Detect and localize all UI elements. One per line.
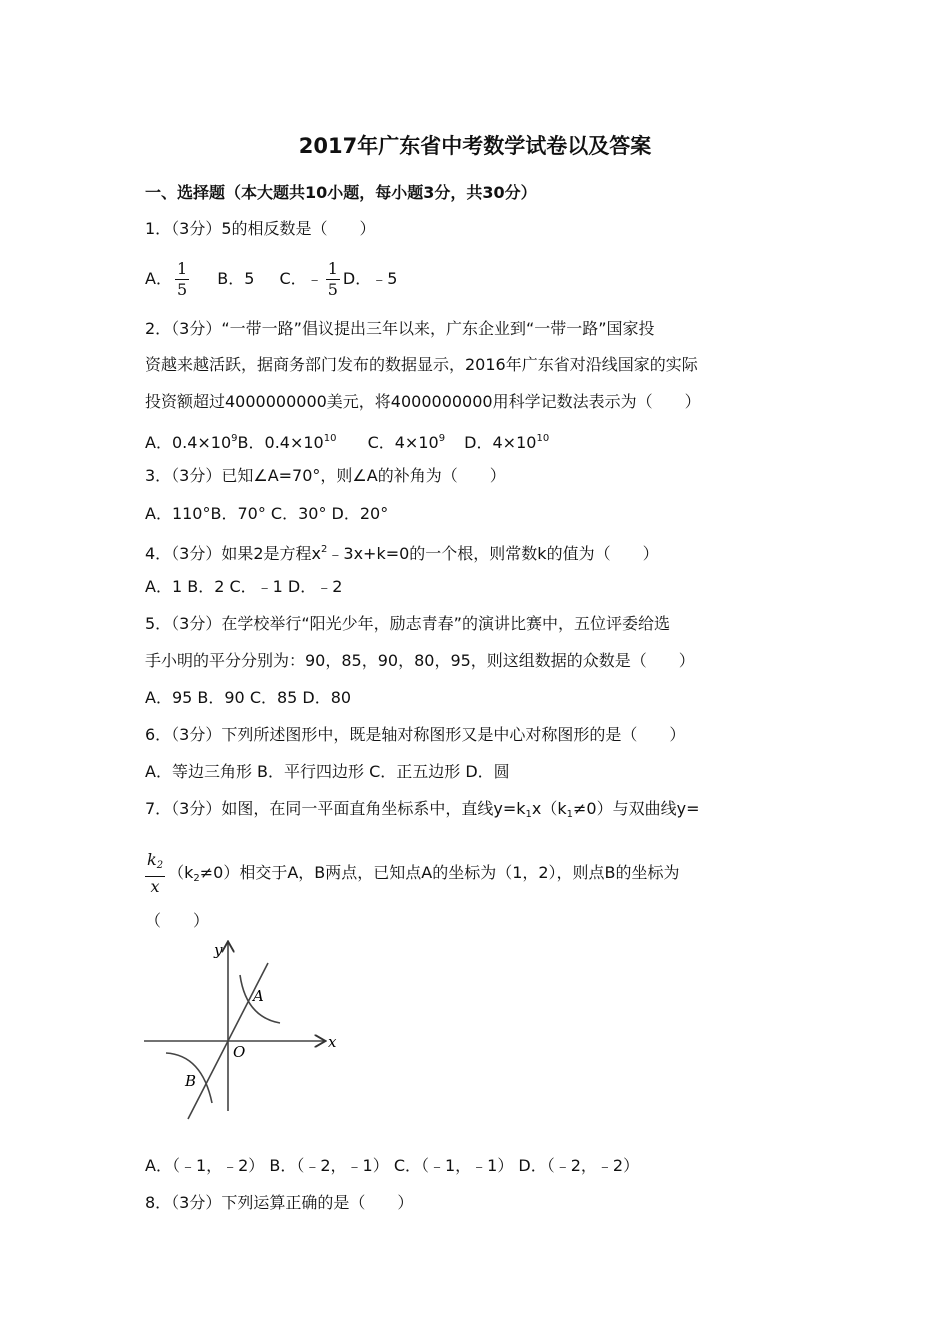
- question-2-line-1: 2．（3分）“一带一路”倡议提出三年以来，广东企业到“一带一路”国家投: [145, 319, 655, 338]
- question-7-line-1: [145, 799, 699, 825]
- question-2-line-2: 资越来越活跃，据商务部门发布的数据显示，2016年广东省对沿线国家的实际: [145, 355, 698, 374]
- question-4-options: A．1 B．2 C．﹣1 D．﹣2: [145, 577, 343, 596]
- page-title: 2017年广东省中考数学试卷以及答案: [298, 134, 652, 158]
- q2-option-a: A．0.4×10: [145, 433, 232, 452]
- question-2-options: [145, 429, 549, 453]
- q7-line2-end: ≠0）相交于A，B两点，已知点A的坐标为（1，2），则点B的坐标为: [199, 863, 680, 882]
- q1-option-a-label: A．: [145, 269, 172, 288]
- q7-line1-end: ≠0）与双曲线y=: [573, 799, 700, 818]
- q7-subscript-2: 1: [566, 809, 574, 820]
- q1-option-b: B．5: [217, 269, 255, 288]
- q2-option-d: D．4×10: [464, 433, 537, 452]
- label-a: A: [253, 987, 264, 1005]
- q7-fraction-denominator: x: [150, 877, 160, 896]
- q1-option-c-label: C．﹣: [279, 269, 323, 288]
- q2-option-c: C．4×10: [367, 433, 439, 452]
- question-5-options: A．95 B．90 C．85 D．80: [145, 688, 352, 707]
- q4-stem-exponent: 2: [321, 544, 328, 555]
- q7-line2-start: （k: [168, 863, 194, 882]
- q7-line1-start: 7．（3分）如图，在同一平面直角坐标系中，直线y=k: [145, 799, 526, 818]
- q2-option-d-exponent: 10: [536, 433, 550, 444]
- q1-option-c-fraction: [326, 259, 340, 300]
- question-3-stem: 3．（3分）已知∠A=70°，则∠A的补角为（ ）: [145, 466, 506, 485]
- question-5-line-2: 手小明的平分分别为：90，85，90，80，95，则这组数据的众数是（ ）: [145, 651, 695, 670]
- label-o: O: [233, 1043, 246, 1061]
- label-y: y: [214, 941, 223, 959]
- q7-fraction-numerator: $k_2$: [145, 850, 165, 877]
- q1-c-numerator: 1: [327, 259, 338, 278]
- question-7-line-2: [145, 850, 680, 900]
- coordinate-graph: [140, 935, 350, 1125]
- q4-stem-start: 4．（3分）如果2是方程x: [145, 544, 322, 563]
- question-5-line-1: 5．（3分）在学校举行“阳光少年，励志青春”的演讲比赛中，五位评委给选: [145, 614, 670, 633]
- q2-option-c-exponent: 9: [438, 433, 446, 444]
- question-1-options: [145, 258, 397, 300]
- question-6-options: A．等边三角形 B．平行四边形 C．正五边形 D．圆: [145, 762, 510, 781]
- question-6-stem: 6．（3分）下列所述图形中，既是轴对称图形又是中心对称图形的是（ ）: [145, 725, 686, 744]
- section-heading: 一、选择题（本大题共10小题，每小题3分，共30分）: [145, 183, 537, 202]
- question-3-options: A．110°B．70° C．30° D．20°: [145, 504, 389, 523]
- q7-line2-subscript: 2: [193, 873, 200, 884]
- q2-option-b-exponent: 10: [323, 433, 337, 444]
- q1-c-denominator: 5: [327, 280, 338, 299]
- q7-line1-middle: x（k: [531, 799, 567, 818]
- label-b: B: [185, 1072, 197, 1090]
- q2-option-a-exponent: 9: [231, 433, 238, 444]
- q1-option-d: D．﹣5: [342, 269, 398, 288]
- q7-fraction: [145, 850, 165, 897]
- q1-a-numerator: 1: [176, 259, 188, 278]
- q7-subscript-1: 1: [525, 809, 532, 820]
- question-7-options: A．（﹣1，﹣2） B．（﹣2，﹣1） C．（﹣1，﹣1） D．（﹣2，﹣2）: [145, 1156, 640, 1175]
- q1-a-denominator: 5: [176, 280, 188, 299]
- label-x: x: [328, 1033, 337, 1051]
- q2-option-b: B．0.4×10: [237, 433, 324, 452]
- q4-stem-end: ﹣3x+k=0的一个根，则常数k的值为（ ）: [327, 544, 659, 563]
- question-4-stem: [145, 540, 659, 564]
- question-2-line-3: 投资额超过4000000000美元，将4000000000用科学记数法表示为（ ）: [145, 392, 701, 411]
- question-7-line-3: （ ）: [145, 911, 210, 930]
- question-8-stem: 8．（3分）下列运算正确的是（ ）: [145, 1193, 414, 1212]
- q1-option-a-fraction: [175, 259, 189, 300]
- question-1-stem: 1．（3分）5的相反数是（ ）: [145, 219, 376, 238]
